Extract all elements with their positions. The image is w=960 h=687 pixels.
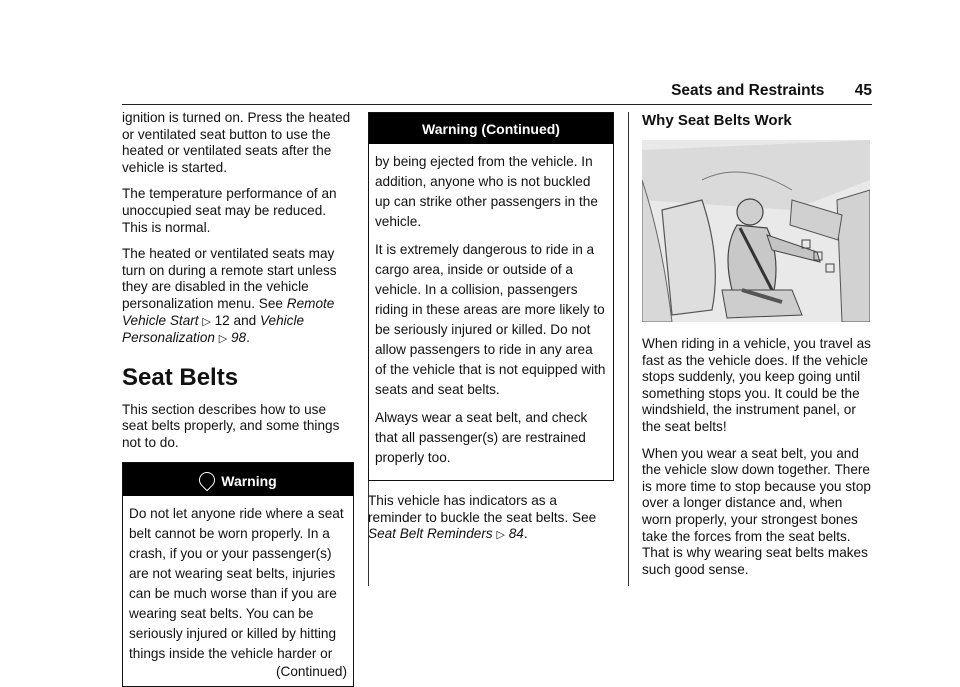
- column-3: [642, 112, 874, 588]
- cross-reference-link[interactable]: Seat Belt Reminders: [368, 526, 493, 542]
- paragraph: This section describes how to use seat belts properly, and some things not to do.: [122, 401, 340, 450]
- paragraph: ignition is turned on. Press the heated or ventilated seat button to use the heated or ventilated seats after the vehicle is started.: [122, 110, 351, 175]
- continued-label: (Continued): [275, 663, 347, 679]
- page-header: [671, 82, 872, 100]
- paragraph: The heated or ventilated seats may turn on during a remote start unless they are disabled in the vehicle personalization menu. See Remote Vehicle Start ▷ 12 and Vehicle Personalization ▷ 98.: [122, 246, 337, 346]
- warning-triangle-icon: [196, 468, 219, 491]
- page-reference-icon: ▷: [218, 333, 228, 346]
- warning-box: [122, 462, 354, 687]
- page-number: 45: [854, 82, 872, 99]
- warning-body: by being ejected from the vehicle. In addition, anyone who is not buckled up can strike other passengers in the vehicle. It is extremely dangerous to ride in a cargo area, inside or outside of a vehicle. In a collision, passengers riding in these areas are more likely to be seriously injured or killed. Do not allow passengers to ride in any area of the vehicle that is not equipped with seats and seat belts. Always wear a seat belt, and check that all passenger(s) are restrained properly too.: [375, 154, 606, 465]
- warning-box-continued: [368, 112, 614, 481]
- paragraph: The temperature performance of an unoccupied seat may be reduced. This is normal.: [122, 186, 337, 235]
- paragraph: When you wear a seat belt, you and the vehicle slow down together. There is more time to stop because you stop over a longer distance and, when worn properly, your strongest bones take the forces from the seat belts. That is why wearing seat belts makes such good sense.: [642, 445, 871, 577]
- warning-header: Warning (Continued): [369, 113, 613, 144]
- cross-reference-link[interactable]: Vehicle Personalization: [122, 312, 305, 346]
- section-title: Seats and Restraints: [671, 82, 825, 99]
- paragraph: When riding in a vehicle, you travel as fast as the vehicle does. If the vehicle stops suddenly, you keep going until something stops you. It could be the windshield, the instrument panel, or the seat belts!: [642, 336, 871, 434]
- cross-reference-link[interactable]: Remote Vehicle Start: [122, 295, 335, 328]
- header-rule: [122, 104, 872, 105]
- paragraph: This vehicle has indicators as a reminder to buckle the seat belts. See Seat Belt Reminders ▷ 84.: [368, 493, 597, 542]
- page-reference-icon: ▷: [496, 529, 505, 542]
- subsection-heading: Why Seat Belts Work: [642, 112, 792, 129]
- column-2: [368, 110, 614, 554]
- column-divider-2: [628, 112, 629, 586]
- page-reference-icon: ▷: [202, 315, 211, 328]
- warning-body: Do not let anyone ride where a seat belt cannot be worn properly. In a crash, if you or your passenger(s) are not wearing seat belts, injuries can be much worse than if you are wearing seat belts. You can be seriously injured or killed by hitting things inside the vehicle harder or (Continued): [123, 496, 353, 686]
- warning-header: Warning: [123, 463, 353, 496]
- seat-belt-crash-illustration: [642, 140, 870, 322]
- column-1: [122, 110, 354, 687]
- section-heading: Seat Belts: [122, 363, 239, 391]
